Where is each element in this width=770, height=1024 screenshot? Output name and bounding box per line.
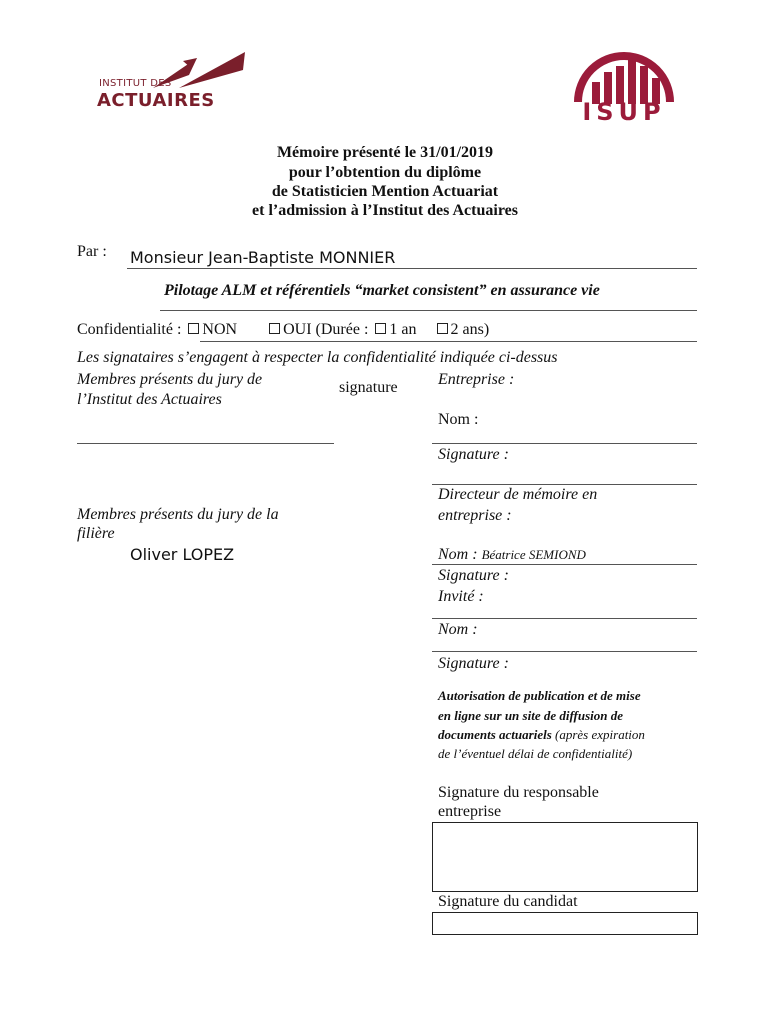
logo-left-line1: INSTITUT DES xyxy=(99,78,172,89)
autorisation-line3-italic: (après expiration xyxy=(555,727,645,742)
invite-line xyxy=(432,618,697,619)
jury-filiere-line1: Membres présents du jury de la xyxy=(77,506,279,523)
autorisation-line3-bold: documents actuariels xyxy=(438,727,552,742)
directeur-nom-value: Béatrice SEMIOND xyxy=(481,547,586,562)
title-line-4: et l’admission à l’Institut des Actuaires xyxy=(252,202,518,219)
jury-filiere-member: Oliver LOPEZ xyxy=(130,545,235,564)
directeur-line2: entreprise : xyxy=(438,507,512,524)
autorisation-line4: de l’éventuel délai de confidentialité) xyxy=(438,746,633,761)
directeur-line1: Directeur de mémoire en xyxy=(438,486,598,503)
jury-ia-signature-label: signature xyxy=(339,379,398,396)
jury-ia-line2: l’Institut des Actuaires xyxy=(77,391,222,408)
checkbox-oui[interactable] xyxy=(269,323,280,334)
checkbox-2-ans[interactable] xyxy=(437,323,448,334)
entreprise-signature-label: Signature : xyxy=(438,446,509,463)
candidat-signature-box[interactable] xyxy=(432,912,698,935)
confidentiality-underline xyxy=(200,341,697,342)
option-non: NON xyxy=(202,321,238,338)
entreprise-label: Entreprise : xyxy=(438,371,515,388)
isup-logo xyxy=(568,44,680,124)
author-underline xyxy=(127,268,697,269)
title-line-1: Mémoire présenté le 31/01/2019 xyxy=(276,144,494,161)
jury-ia-line1: Membres présents du jury de xyxy=(77,371,263,388)
directeur-nom-label: Nom : xyxy=(438,546,478,563)
commitment-text: Les signataires s’engagent à respecter la confidentialité indiquée ci-dessus xyxy=(77,349,558,366)
responsable-signature-line2: entreprise xyxy=(438,803,502,820)
invite-nom-line xyxy=(432,651,697,652)
jury-ia-signature-line xyxy=(77,443,334,444)
directeur-signature-label: Signature : xyxy=(438,567,509,584)
thesis-title-underline xyxy=(160,310,697,311)
option-oui: OUI (Durée : xyxy=(283,321,369,338)
jury-filiere-line2: filière xyxy=(77,525,115,542)
thesis-title: Pilotage ALM et référentiels “market consistent” en assurance vie xyxy=(164,282,600,299)
option-2-ans: 2 ans) xyxy=(450,321,490,338)
responsable-signature-box[interactable] xyxy=(432,822,698,892)
isup-logo-text: ISUP xyxy=(582,98,666,126)
option-1-an: 1 an xyxy=(389,321,417,338)
title-line-3: de Statisticien Mention Actuariat xyxy=(271,183,499,200)
checkbox-1-an[interactable] xyxy=(375,323,386,334)
author-label: Par : xyxy=(77,243,107,260)
confidentiality-row xyxy=(77,321,489,339)
responsable-signature-line1: Signature du responsable xyxy=(438,784,599,801)
institut-des-actuaires-logo xyxy=(93,48,248,118)
directeur-nom xyxy=(438,546,586,564)
entreprise-nom-label: Nom : xyxy=(438,411,479,428)
invite-signature-label: Signature : xyxy=(438,655,509,672)
autorisation-line3 xyxy=(438,727,645,743)
autorisation-line2: en ligne sur un site de diffusion de xyxy=(438,708,624,723)
confidentiality-label: Confidentialité : xyxy=(77,321,182,338)
entreprise-nom-line xyxy=(432,443,697,444)
candidat-signature-label: Signature du candidat xyxy=(438,893,578,910)
invite-label: Invité : xyxy=(438,588,484,605)
autorisation-line1: Autorisation de publication et de mise xyxy=(438,688,641,703)
entreprise-signature-line xyxy=(432,484,697,485)
title-line-2: pour l’obtention du diplôme xyxy=(288,164,482,181)
checkbox-non[interactable] xyxy=(188,323,199,334)
logo-left-line2: ACTUAIRES xyxy=(97,90,215,111)
author-name: Monsieur Jean-Baptiste MONNIER xyxy=(130,248,396,267)
directeur-nom-line xyxy=(432,564,697,565)
invite-nom-label: Nom : xyxy=(438,621,478,638)
